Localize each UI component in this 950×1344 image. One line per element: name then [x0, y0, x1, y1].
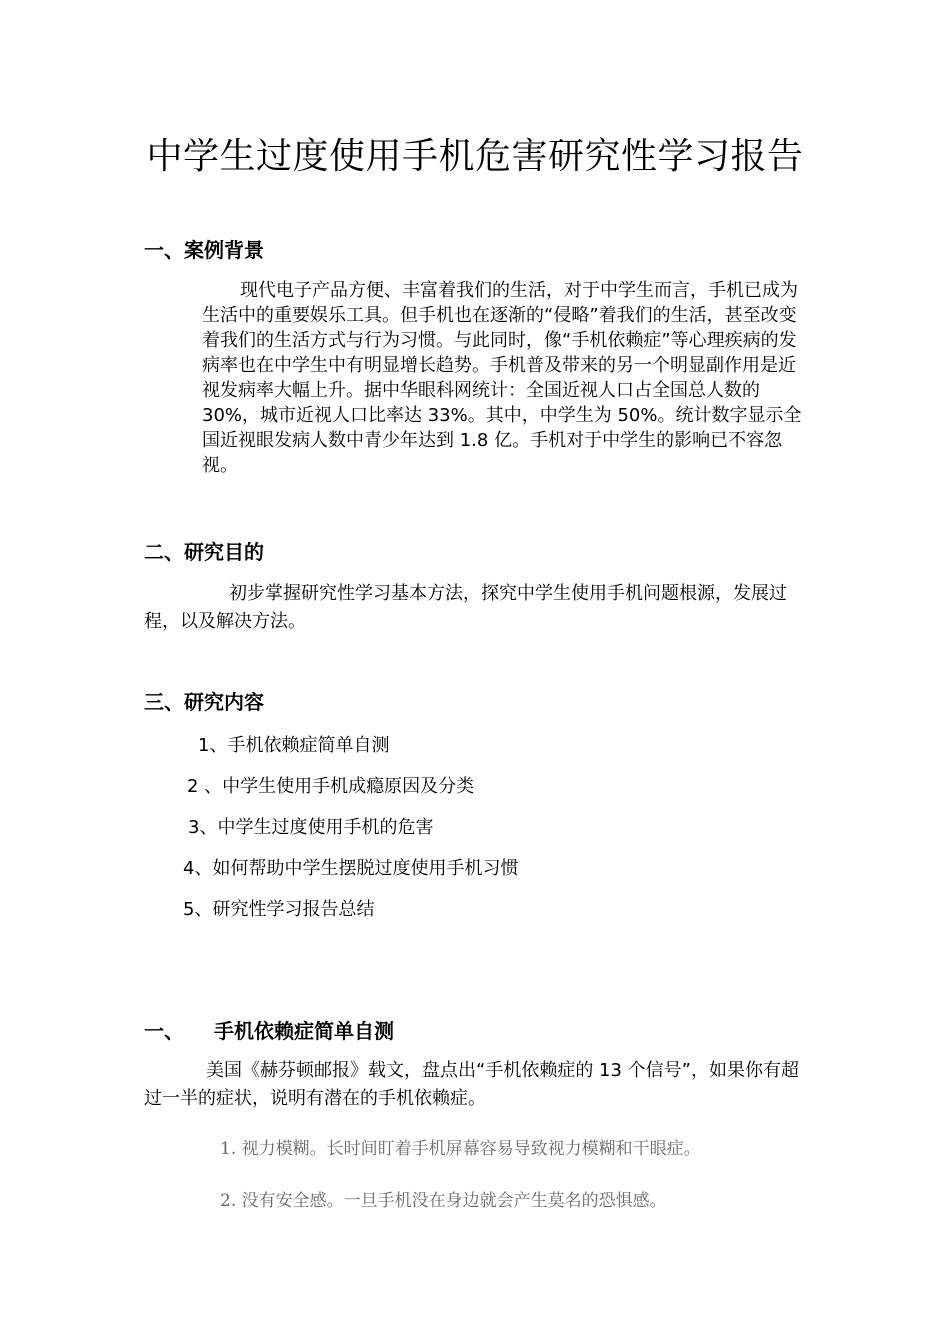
selftest-heading-number: 一、	[144, 1019, 184, 1043]
purpose-paragraph: 初步掌握研究性学习基本方法，探究中学生使用手机问题根源，发展过程，以及解决方法。	[144, 583, 787, 632]
section-heading-content: 三、研究内容	[144, 690, 264, 714]
content-list-item: 3、中学生过度使用手机的危害	[188, 817, 434, 838]
content-list-item: 5、研究性学习报告总结	[183, 899, 375, 920]
background-paragraph: 现代电子产品方便、丰富着我们的生活，对于中学生而言，手机已成为生活中的重要娱乐工具。但手机也在逐渐的“侵略”着我们的生活，甚至改变着我们的生活方式与行为习惯。与此同时，像“手机依赖症”等心理疾病的发病率也在中学生中有明显增长趋势。手机普及带来的另一个明显副作用是近视发病率大幅上升。据中华眼科网统计：全国近视人口占全国总人数的 30%，城市近视人口比率达 33%。其中，中学生为 50%。统计数字显示全国近视眼发病人数中青少年达到 1.8 亿。手机对于中学生的影响已不容忽视。	[202, 280, 802, 476]
section-heading-selftest	[144, 1015, 394, 1044]
section-heading-background: 一、案例背景	[144, 238, 264, 262]
content-list-item: 4、如何帮助中学生摆脱过度使用手机习惯	[183, 858, 519, 879]
document-title: 中学生过度使用手机危害研究性学习报告	[146, 136, 804, 177]
section-heading-purpose: 二、研究目的	[144, 540, 264, 564]
selftest-paragraph: 美国《赫芬顿邮报》载文，盘点出“手机依赖症的 13 个信号”，如果你有超过一半的症状，说明有潜在的手机依赖症。	[144, 1060, 799, 1109]
content-list-item: 1、手机依赖症简单自测	[198, 735, 390, 756]
content-list-item: 2 、中学生使用手机成瘾原因及分类	[187, 776, 475, 797]
signal-item: 1. 视力模糊。长时间盯着手机屏幕容易导致视力模糊和干眼症。	[220, 1139, 701, 1159]
selftest-heading-text: 手机依赖症简单自测	[214, 1019, 394, 1043]
signal-item: 2. 没有安全感。一旦手机没在身边就会产生莫名的恐惧感。	[220, 1191, 667, 1211]
